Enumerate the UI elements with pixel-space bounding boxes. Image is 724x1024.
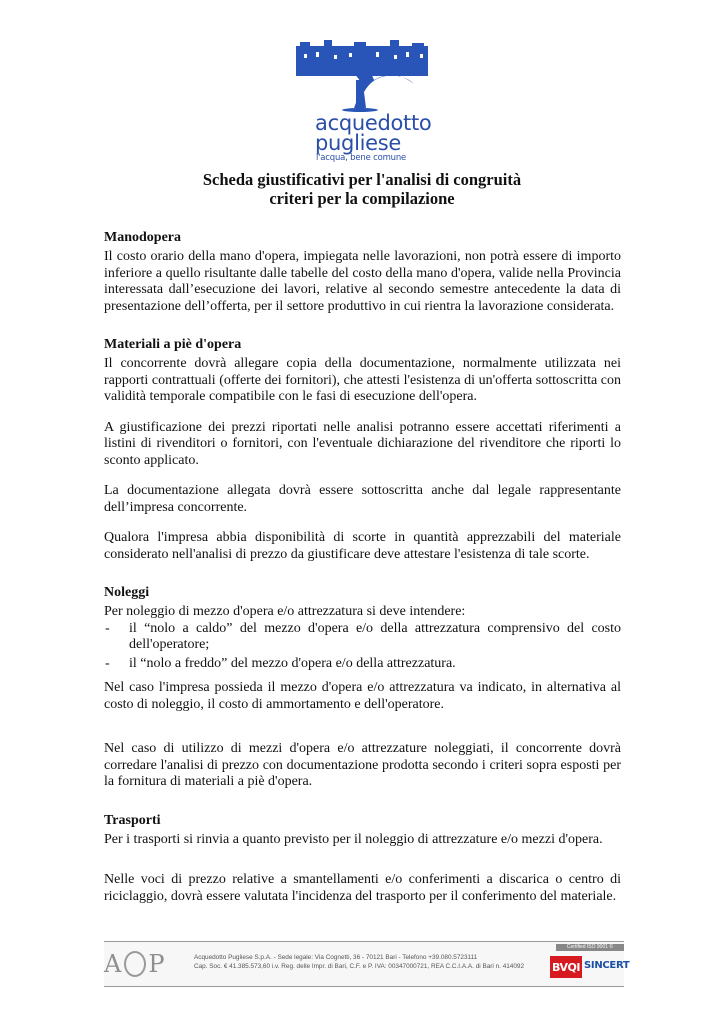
logo-tagline: l'acqua, bene comune [316, 153, 407, 163]
title-line-2: criteri per la compilazione [269, 189, 455, 208]
page-footer [104, 941, 630, 987]
acquedotto-pugliese-logo [294, 40, 430, 166]
aqp-ring-icon [124, 951, 146, 977]
aqp-logo [104, 947, 182, 981]
paragraph: Per i trasporti si rinvia a quanto previsto per il noleggio di attrezzature e/o mezzi d'opera. [104, 831, 603, 847]
aqp-letter-p: P [148, 950, 166, 978]
certification-badges [550, 944, 630, 984]
paragraph: Per noleggio di mezzo d'opera e/o attrezzatura si deve intendere: [104, 604, 466, 619]
company-info-line-2: Cap. Soc. € 41.385.573,60 i.v. Reg. delle Impr. di Bari, C.F. e P. IVA: 00347000721, REA C.C.I.A.A. di Bari n. 414092 [194, 963, 525, 970]
paragraph: La documentazione allegata dovrà essere sottoscritta anche dal legale rappresentante dell’impresa concorrente. [104, 483, 621, 515]
paragraph: Il concorrente dovrà allegare copia della documentazione, normalmente utilizzata nei rapporti contrattuali (offerte dei fornitori), che attesti l'esistenza di un'offerta sottoscritta con validità temporale compatibile con le fasi di esecuzione dell'opera. [104, 356, 621, 404]
title-line-1: Scheda giustificativi per l'analisi di congruità [202, 170, 522, 189]
section-heading: Noleggi [104, 585, 150, 600]
aqp-letter-a: A [104, 950, 123, 978]
document-title [104, 170, 620, 208]
section-heading: Trasporti [104, 812, 161, 828]
section-materiali [104, 337, 621, 563]
logo-wordmark-line2: pugliese [315, 131, 402, 155]
logo-wordmark-line1: acquedotto [315, 111, 432, 135]
section-trasporti [104, 813, 621, 906]
section-manodopera [104, 230, 621, 315]
paragraph: Il costo orario della mano d'opera, impiegata nelle lavorazioni, non potrà essere di importo inferiore a quello risultante dalle tabelle del costo della mano d'opera, valide nella Provincia interessata dall’esecuzione dei lavori, relative al secondo semestre antecedente la data di presentazione dell’offerta, per il settore produttivo in cui rientra la lavorazione considerata. [104, 249, 621, 314]
section-heading: Materiali a piè d'opera [104, 337, 242, 352]
document-body [104, 230, 621, 927]
bullet-list [104, 621, 621, 673]
company-info [194, 953, 554, 971]
paragraph: Qualora l'impresa abbia disponibilità di scorte in quantità apprezzabili del materiale considerato nell'analisi di prezzo da giustificare deve attestare l'esistenza di tale scorte. [104, 530, 621, 562]
tree-skyline-icon [294, 40, 430, 112]
section-heading: Manodopera [104, 230, 181, 245]
list-item: - il “nolo a freddo” del mezzo d'opera e/o della attrezzatura. [104, 656, 621, 673]
list-item: - il “nolo a caldo” del mezzo d'opera e/o della attrezzatura comprensivo del costo dell'operatore; [104, 621, 621, 654]
paragraph: Nel caso l'impresa possieda il mezzo d'opera e/o attrezzatura va indicato, in alternativa al costo di noleggio, il costo di ammortamento e dell'operatore. [104, 680, 621, 712]
sincert-logo: SINCERT [584, 960, 630, 971]
company-info-line-1: Acquedotto Pugliese S.p.A. - Sede legale: Via Cognetti, 36 - 70121 Bari - Telefono +39.080.5723111 [194, 954, 478, 961]
bvqi-logo: BVQI [550, 956, 582, 978]
section-noleggi [104, 585, 621, 791]
paragraph: Nel caso di utilizzo di mezzi d'opera e/o attrezzature noleggiati, il concorrente dovrà corredare l'analisi di prezzo con documentazione prodotta secondo i criteri sopra esposti per la fornitura di materiali a piè d'opera. [104, 741, 621, 789]
paragraph: A giustificazione dei prezzi riportati nelle analisi potranno essere accettati riferimenti a listini di rivenditori o fornitori, con l'eventuale dichiarazione del rivenditore che riporti lo sconto applicato. [104, 419, 621, 468]
paragraph: Nelle voci di prezzo relative a smantellamenti e/o conferimenti a discarica o centro di riciclaggio, dovrà essere valutata l'incidenza del trasporto per il conferimento del materiale. [104, 872, 621, 904]
certification-label: Certified ISO 9001 © [556, 944, 624, 951]
